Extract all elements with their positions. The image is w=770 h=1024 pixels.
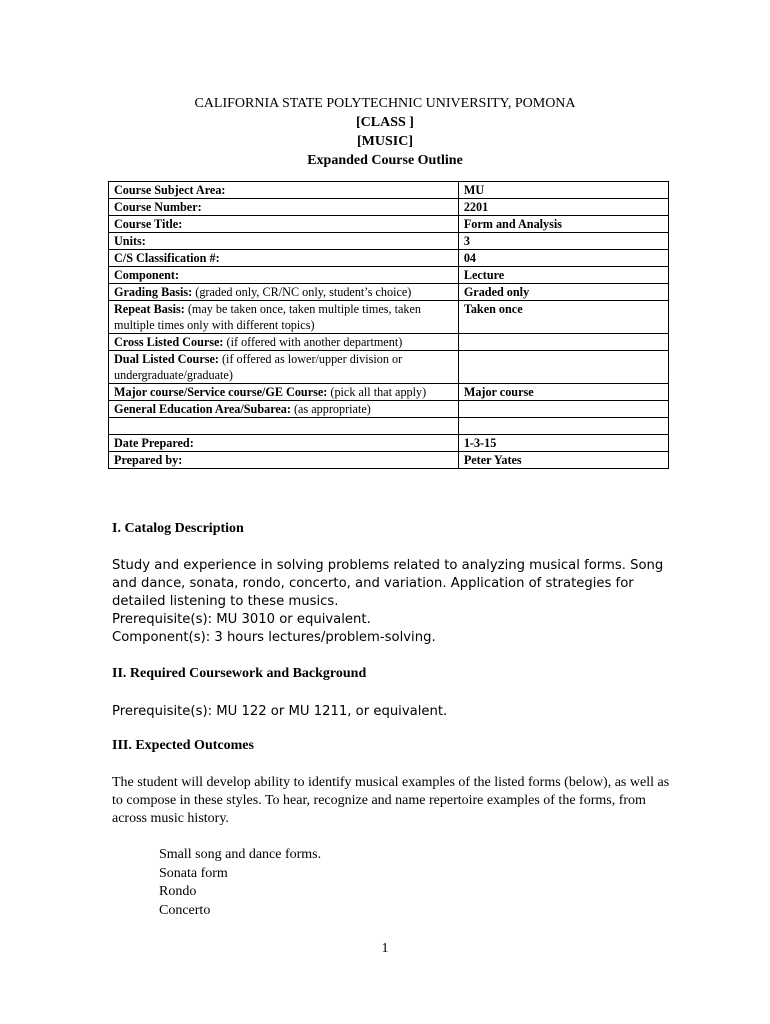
row-label bbox=[109, 435, 459, 452]
row-label-bold: Repeat Basis: bbox=[114, 302, 185, 316]
row-label-bold: Dual Listed Course: bbox=[114, 352, 219, 366]
list-item: Concerto bbox=[159, 902, 211, 918]
row-label-bold: General Education Area/Subarea: bbox=[114, 402, 291, 416]
row-label-bold: Component: bbox=[114, 268, 180, 282]
row-label bbox=[109, 267, 459, 284]
table-row bbox=[109, 250, 669, 267]
row-value bbox=[458, 334, 668, 351]
table-row bbox=[109, 216, 669, 233]
row-label bbox=[109, 418, 459, 435]
class-placeholder: [CLASS ] bbox=[356, 115, 414, 130]
row-label-bold: Units: bbox=[114, 234, 146, 248]
row-value: Form and Analysis bbox=[458, 216, 668, 233]
table-row bbox=[109, 452, 669, 469]
row-label-note: (as appropriate) bbox=[290, 402, 371, 416]
row-label-note: (graded only, CR/NC only, student’s choice) bbox=[192, 285, 412, 299]
table-row bbox=[109, 351, 669, 384]
row-value: 1-3-15 bbox=[458, 435, 668, 452]
row-label-note: (if offered as lower/upper division or undergraduate/graduate) bbox=[114, 352, 403, 382]
row-label-note: (pick all that apply) bbox=[327, 385, 427, 399]
course-info-table bbox=[108, 181, 669, 469]
list-item: Small song and dance forms. bbox=[159, 847, 322, 862]
page-number: 1 bbox=[381, 941, 389, 956]
row-label-bold: Major course/Service course/GE Course: bbox=[114, 385, 328, 399]
row-label-bold: Course Subject Area: bbox=[114, 183, 226, 197]
document-header bbox=[0, 94, 770, 170]
catalog-component: Component(s): 3 hours lectures/problem-solving. bbox=[112, 630, 436, 645]
catalog-prerequisite: Prerequisite(s): MU 3010 or equivalent. bbox=[112, 612, 371, 627]
list-item: Sonata form bbox=[159, 865, 228, 881]
row-label bbox=[109, 301, 459, 334]
row-label-bold: Prepared by: bbox=[114, 453, 183, 467]
forms-list bbox=[159, 846, 321, 920]
row-label-bold: Course Title: bbox=[114, 217, 183, 231]
university-name: CALIFORNIA STATE POLYTECHNIC UNIVERSITY, POMONA bbox=[194, 96, 576, 111]
row-label-bold: Course Number: bbox=[114, 200, 202, 214]
table-row bbox=[109, 401, 669, 418]
coursework-text: Prerequisite(s): MU 122 or MU 1211, or equivalent. bbox=[112, 704, 448, 719]
row-value bbox=[458, 418, 668, 435]
catalog-text: Study and experience in solving problems related to analyzing musical forms. Song and dance, sonata, rondo, concerto, and variation. Application of strategies for detailed listening to these musics. bbox=[112, 558, 664, 609]
row-label bbox=[109, 384, 459, 401]
row-label bbox=[109, 334, 459, 351]
row-label bbox=[109, 250, 459, 267]
table-row bbox=[109, 182, 669, 199]
table-row bbox=[109, 435, 669, 452]
table-row bbox=[109, 267, 669, 284]
row-value: Graded only bbox=[458, 284, 668, 301]
row-value: Taken once bbox=[458, 301, 668, 334]
row-value bbox=[458, 401, 668, 418]
row-label bbox=[109, 284, 459, 301]
table-row bbox=[109, 384, 669, 401]
row-label bbox=[109, 233, 459, 250]
row-value: Lecture bbox=[458, 267, 668, 284]
document-title: Expanded Course Outline bbox=[307, 153, 463, 168]
section-heading-coursework: II. Required Coursework and Background bbox=[112, 666, 367, 681]
row-label bbox=[109, 216, 459, 233]
department-placeholder: [MUSIC] bbox=[357, 134, 413, 149]
row-value: 2201 bbox=[458, 199, 668, 216]
row-label bbox=[109, 199, 459, 216]
catalog-description bbox=[112, 557, 672, 647]
section-heading-catalog: I. Catalog Description bbox=[112, 521, 244, 536]
row-label bbox=[109, 182, 459, 199]
table-row bbox=[109, 334, 669, 351]
table-row bbox=[109, 301, 669, 334]
row-value: 3 bbox=[458, 233, 668, 250]
row-value bbox=[458, 351, 668, 384]
row-label bbox=[109, 452, 459, 469]
outcomes-text: The student will develop ability to identify musical examples of the listed forms (below), as well as to compose in these styles. To hear, recognize and name repertoire examples of the forms, from across music history. bbox=[112, 775, 670, 826]
row-label-bold: Cross Listed Course: bbox=[114, 335, 224, 349]
row-label-bold: Grading Basis: bbox=[114, 285, 193, 299]
row-label-note: (may be taken once, taken multiple times, taken multiple times only with different topics) bbox=[114, 302, 421, 332]
row-label bbox=[109, 351, 459, 384]
table-row bbox=[109, 418, 669, 435]
row-label-bold: C/S Classification #: bbox=[114, 251, 220, 265]
row-value: 04 bbox=[458, 250, 668, 267]
table-row bbox=[109, 233, 669, 250]
list-item: Rondo bbox=[159, 884, 197, 899]
table-row bbox=[109, 199, 669, 216]
row-value: Major course bbox=[458, 384, 668, 401]
row-label-bold: Date Prepared: bbox=[114, 436, 194, 450]
row-label-note: (if offered with another department) bbox=[223, 335, 403, 349]
table-row bbox=[109, 284, 669, 301]
row-value: Peter Yates bbox=[458, 452, 668, 469]
row-value: MU bbox=[458, 182, 668, 199]
section-heading-outcomes: III. Expected Outcomes bbox=[112, 738, 254, 753]
row-label bbox=[109, 401, 459, 418]
